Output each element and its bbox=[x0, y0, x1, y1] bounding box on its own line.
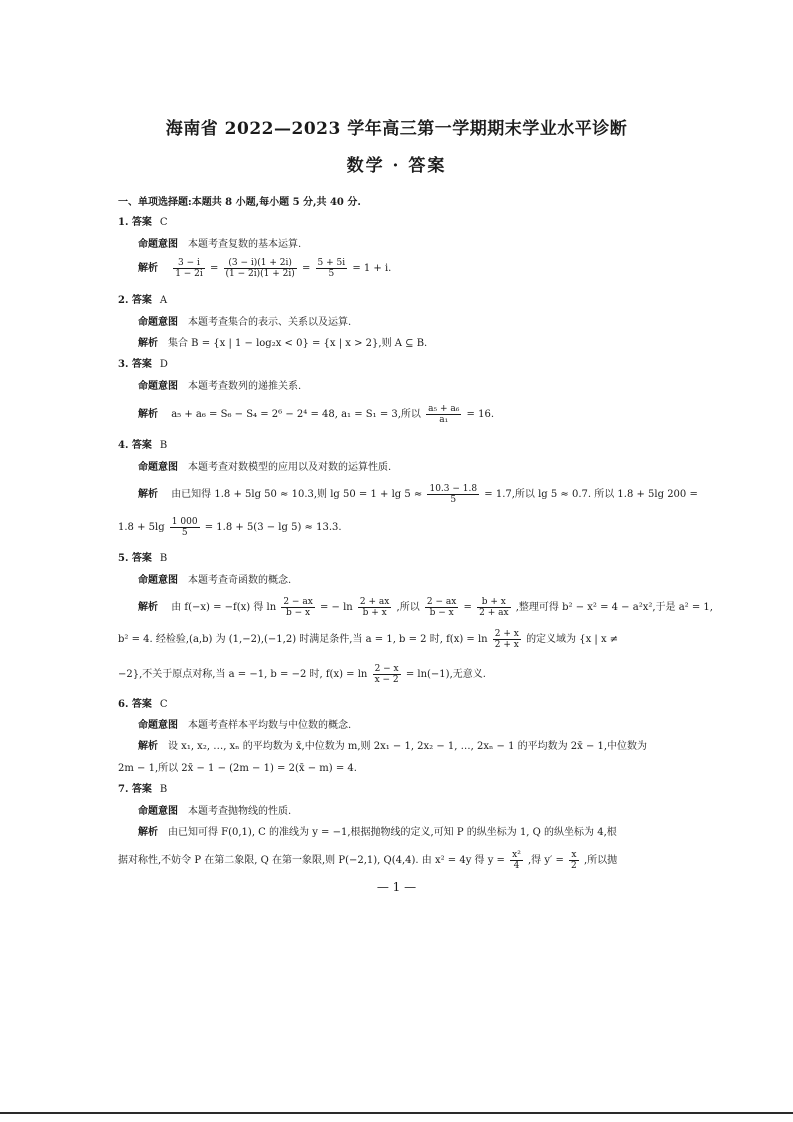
q2-intent: 命题意图 本题考查集合的表示、关系以及运算. bbox=[138, 317, 352, 328]
q4-answer: 4. 答案 B bbox=[118, 440, 168, 451]
q5-analysis: 解析 由 f(−x) = −f(x) 得 ln $\frac{2 - ax}{b - x}$ = − ln $\frac{2 + ax}{b + x}$ ,所以 $\frac{2 - ax}{b - x}$ = $\frac{b + x}{2 + ax}$ ,整理可得 b² − x² = 4 − a²x²,于是 a² = 1, bbox=[138, 597, 713, 618]
q6-analysis: 解析 设 x₁, x₂, …, xₙ 的平均数为 x̄,中位数为 m,则 2x₁ − 1, 2x₂ − 1, …, 2xₙ − 1 的平均数为 2x̄ − 1,中位数为 bbox=[138, 741, 648, 752]
q5-answer: 5. 答案 B bbox=[118, 553, 168, 564]
q7-intent: 命题意图 本题考查抛物线的性质. bbox=[138, 806, 292, 817]
q2-analysis: 解析 集合 B = {x | 1 − log₂x < 0} = {x | x > 2},则 A ⊆ B. bbox=[138, 338, 428, 349]
q1-analysis: 解析 $\frac{3 - i}{1 - 2i}$ = $\frac{(3 - i)(1 + 2i)}{(1 - 2i)(1 + 2i)}$ = $\frac{5 + 5i}{5}$ = 1 + i. bbox=[138, 258, 392, 279]
q5-analysis-cont2: −2},不关于原点对称,当 a = −1, b = −2 时, f(x) = ln $\frac{2 - x}{x - 2}$ = ln(−1),无意义. bbox=[118, 664, 486, 685]
q7-analysis-cont: 据对称性,不妨令 P 在第二象限, Q 在第一象限,则 P(−2,1), Q(4,4). 由 x² = 4y 得 y = $\frac{\text{x²}}{4}$ ,得 y′ = $\frac{x}{2}$ ,所以抛 bbox=[118, 850, 618, 871]
bottom-rule bbox=[0, 1112, 793, 1114]
q6-intent: 命题意图 本题考查样本平均数与中位数的概念. bbox=[138, 720, 352, 731]
q2-answer: 2. 答案 A bbox=[118, 295, 168, 306]
q6-answer: 6. 答案 C bbox=[118, 699, 168, 710]
q5-analysis-cont1: b² = 4. 经检验,(a,b) 为 (1,−2),(−1,2) 时满足条件,当 a = 1, b = 2 时, f(x) = ln $\frac{2 + x}{2 + x}$ 的定义域为 {x | x ≠ bbox=[118, 629, 619, 650]
q4-analysis: 解析 由已知得 1.8 + 5lg 50 ≈ 10.3,则 lg 50 = 1 + lg 5 ≈ $\frac{10.3 - 1.8}{5}$ = 1.7,所以 lg 5 ≈ 0.7. 所以 1.8 + 5lg 200 = bbox=[138, 484, 698, 505]
q3-analysis: 解析 a₅ + a₆ = S₆ − S₄ = 2⁶ − 2⁴ = 48, a₁ = S₁ = 3,所以 $\frac{\text{a₅ + a₆}}{\text{a₁}}$ = 16. bbox=[138, 404, 494, 425]
q3-answer: 3. 答案 D bbox=[118, 359, 168, 370]
q7-answer: 7. 答案 B bbox=[118, 784, 168, 795]
q3-intent: 命题意图 本题考查数列的递推关系. bbox=[138, 381, 302, 392]
page-number: — 1 — bbox=[376, 880, 417, 894]
q5-intent: 命题意图 本题考查奇函数的概念. bbox=[138, 575, 292, 586]
q7-analysis: 解析 由已知可得 F(0,1), C 的准线为 y = −1,根据抛物线的定义,可知 P 的纵坐标为 1, Q 的纵坐标为 4,根 bbox=[138, 827, 617, 838]
q1-intent: 命题意图 本题考查复数的基本运算. bbox=[138, 239, 302, 250]
q4-intent: 命题意图 本题考查对数模型的应用以及对数的运算性质. bbox=[138, 462, 392, 473]
page-title: 海南省 2022—2023 学年高三第一学期期末学业水平诊断 bbox=[165, 119, 628, 139]
page-subtitle: 数学 · 答案 bbox=[346, 156, 447, 176]
q1-answer: 1. 答案 C bbox=[118, 217, 168, 228]
section-heading: 一、单项选择题:本题共 8 小题,每小题 5 分,共 40 分. bbox=[118, 197, 361, 208]
q4-analysis-cont: 1.8 + 5lg $\frac{1 000}{5}$ = 1.8 + 5(3 − lg 5) ≈ 13.3. bbox=[118, 517, 342, 538]
q6-analysis-cont: 2m − 1,所以 2x̄ − 1 − (2m − 1) = 2(x̄ − m) = 4. bbox=[118, 763, 357, 774]
